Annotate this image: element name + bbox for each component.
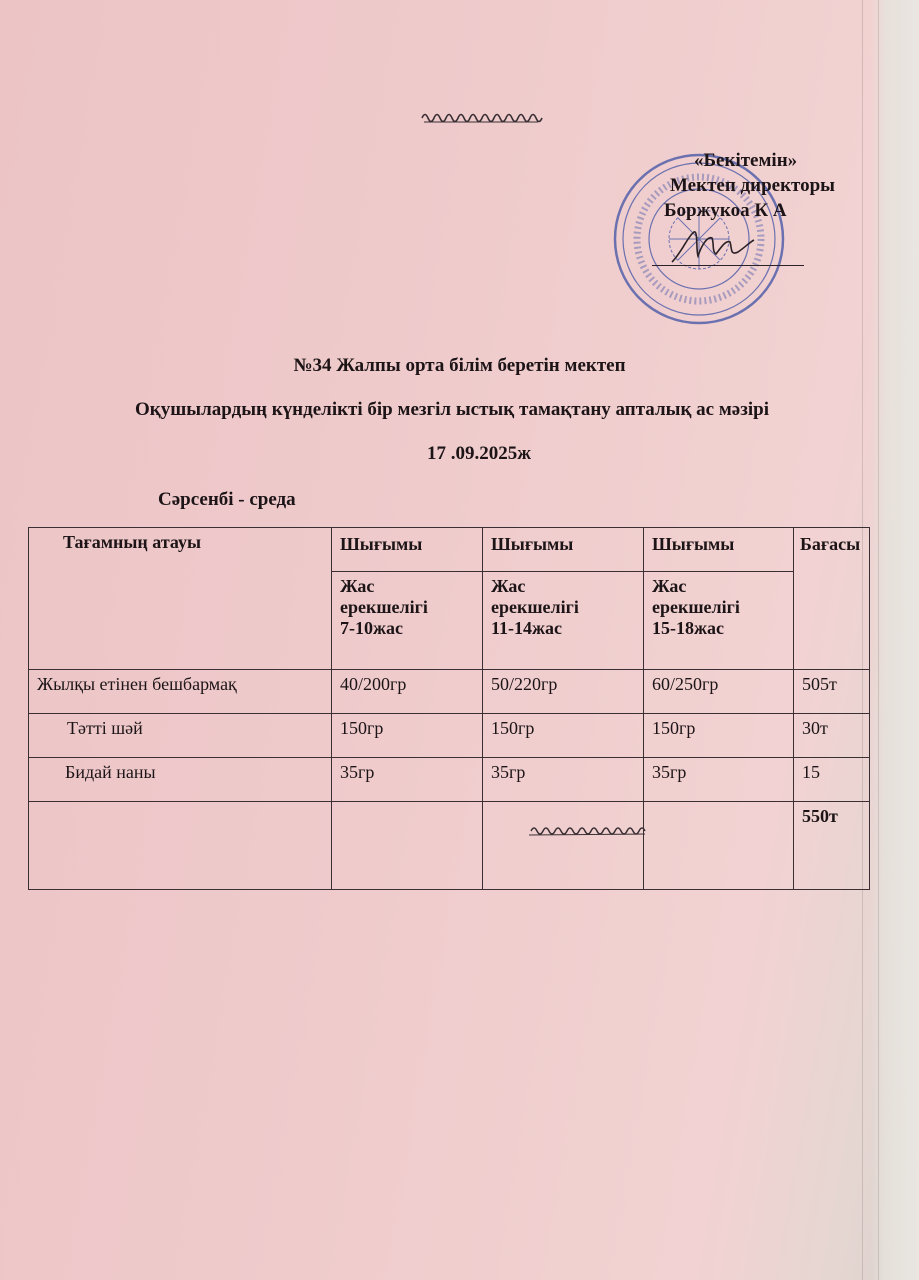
output-11-14: 35гр <box>483 758 644 802</box>
table-row <box>29 670 870 714</box>
header-dish-name: Тағамның атауы <box>29 528 332 670</box>
output-15-18: 150гр <box>644 714 794 758</box>
header-age-group <box>332 572 483 670</box>
signature-line <box>652 265 804 266</box>
output-15-18: 60/250гр <box>644 670 794 714</box>
header-price: Бағасы <box>794 528 870 670</box>
header-age-group <box>483 572 644 670</box>
approval-block <box>664 148 835 223</box>
output-7-10: 40/200гр <box>332 670 483 714</box>
table-total-row <box>29 802 870 890</box>
output-7-10: 150гр <box>332 714 483 758</box>
menu-table <box>28 527 870 890</box>
output-7-10: 35гр <box>332 758 483 802</box>
total-empty-cell <box>644 802 794 890</box>
output-11-14: 50/220гр <box>483 670 644 714</box>
header-output: Шығымы <box>483 528 644 572</box>
menu-subtitle: Оқушылардың күнделікті бір мезгіл ыстық тамақтану апталық ас мәзірі <box>135 399 769 420</box>
table-scribble-mark <box>529 822 647 838</box>
top-scribble-mark <box>420 108 544 126</box>
output-11-14: 150гр <box>483 714 644 758</box>
total-empty-cell <box>332 802 483 890</box>
school-title: №34 Жалпы орта білім беретін мектеп <box>293 355 626 376</box>
approval-director-name: Боржукоа К А <box>664 200 787 221</box>
header-output: Шығымы <box>332 528 483 572</box>
dish-price: 15 <box>794 758 870 802</box>
dish-name: Бидай наны <box>29 758 332 802</box>
header-output: Шығымы <box>644 528 794 572</box>
output-15-18: 35гр <box>644 758 794 802</box>
header-age-group <box>644 572 794 670</box>
paper-edge-line <box>878 0 879 1280</box>
dish-name: Жылқы етінен бешбармақ <box>29 670 332 714</box>
dish-price: 30т <box>794 714 870 758</box>
dish-name: Тәтті шәй <box>29 714 332 758</box>
age-label-line: 11-14жас <box>491 618 563 638</box>
menu-date: 17 .09.2025ж <box>426 443 532 464</box>
approval-position: Мектеп директоры <box>670 175 836 196</box>
age-label-line: Жас <box>491 576 526 596</box>
age-label-line: ерекшелігі <box>340 597 428 617</box>
age-label-line: 15-18жас <box>652 618 725 638</box>
weekday-label: Сәрсенбі - среда <box>158 489 296 510</box>
age-label-line: Жас <box>652 576 687 596</box>
total-scribble-cell <box>483 802 644 890</box>
total-price: 550т <box>794 802 870 890</box>
age-label-line: ерекшелігі <box>652 597 740 617</box>
age-label-line: Жас <box>340 576 375 596</box>
approval-heading: «Бекітемін» <box>694 150 798 171</box>
table-header-row <box>29 528 870 572</box>
total-empty-cell <box>29 802 332 890</box>
director-signature <box>668 222 758 268</box>
table-row <box>29 758 870 802</box>
age-label-line: 7-10жас <box>340 618 404 638</box>
table-row <box>29 714 870 758</box>
age-label-line: ерекшелігі <box>491 597 579 617</box>
dish-price: 505т <box>794 670 870 714</box>
